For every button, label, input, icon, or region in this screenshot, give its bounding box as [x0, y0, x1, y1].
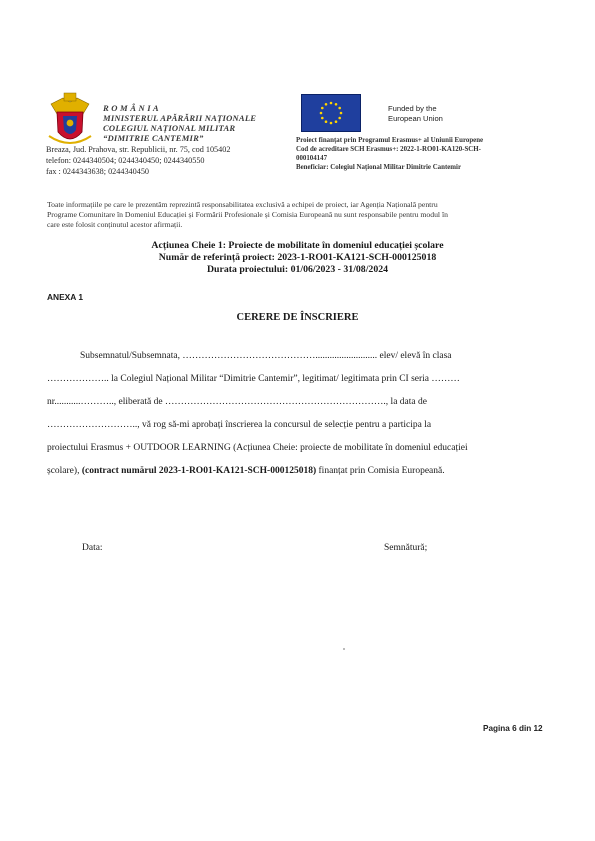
- disclaimer-line: Toate informațiile pe care le prezentăm reprezintă responsabilitatea exclusivă a echipei de proiect, iar Agenția Națională pentru: [47, 200, 438, 209]
- body-text: școlare),: [47, 466, 82, 476]
- institution-college: COLEGIUL NAȚIONAL MILITAR: [103, 123, 236, 133]
- funded-by-label: Funded by the: [388, 104, 437, 113]
- body-line-contract: [47, 466, 445, 476]
- accreditation-code-line: Cod de acreditare SCH Erasmus+: 2022-1-RO01-KA120-SCH-: [296, 146, 481, 153]
- contract-number: (contract numărul 2023-1-RO01-KA121-SCH-000125018): [81, 466, 317, 476]
- eu-flag-icon: [301, 94, 361, 132]
- signature-label: Semnătură;: [384, 543, 428, 553]
- body-line: ……………………….., vă rog să-mi aprobați înscrierea la concursul de selecție pentru a participa la: [47, 420, 432, 430]
- beneficiary-line: Beneficiar: Colegiul Național Militar Dimitrie Cantemir: [296, 164, 462, 171]
- accreditation-code-cont: 000104147: [296, 155, 328, 162]
- european-union-label: European Union: [388, 114, 443, 123]
- body-line: proiectului Erasmus + OUTDOOR LEARNING (Acțiunea Cheie: proiecte de mobilitate în domeniul educației: [47, 443, 468, 453]
- stray-mark: [343, 648, 345, 650]
- body-line: Subsemnatul/Subsemnata, …………………………………….......................... elev/ elevă în clasa: [80, 351, 452, 361]
- project-duration: Durata proiectului: 01/06/2023 - 31/08/2024: [206, 264, 389, 275]
- body-line: nr...........……….., eliberată de ……………………………………………………………., la data de: [47, 397, 427, 407]
- disclaimer-line: Programe Comunitare în Domeniul Educației și Formării Profesionale și Comisia Europeană nu sunt responsabile pentru modul în: [47, 210, 448, 219]
- form-title: CERERE DE ÎNSCRIERE: [236, 312, 359, 323]
- disclaimer-line: care este folosit conținutul acestor afirmații.: [47, 220, 183, 229]
- institution-country: R O M Â N I A: [103, 103, 159, 113]
- coat-of-arms-icon: [47, 92, 93, 148]
- institution-name: “DIMITRIE CANTEMIR”: [103, 133, 204, 143]
- address-line: Breaza, Jud. Prahova, str. Republicii, nr. 75, cod 105402: [46, 145, 231, 154]
- fax-line: fax : 0244343638; 0244340450: [46, 167, 150, 176]
- key-action-title: Acțiunea Cheie 1: Proiecte de mobilitate în domeniul educației școlare: [151, 240, 444, 251]
- page-number: Pagina 6 din 12: [483, 724, 543, 733]
- body-text: finanțat prin Comisia Europeană.: [316, 466, 445, 476]
- project-funding-line: Proiect finanțat prin Programul Erasmus+ al Uniunii Europene: [296, 137, 484, 144]
- body-line: ……………….. la Colegiul Național Militar “Dimitrie Cantemir”, legitimat/ legitimata prin CI seria ………: [47, 374, 460, 384]
- institution-ministry: MINISTERUL APĂRĂRII NAȚIONALE: [103, 113, 257, 123]
- reference-number: Număr de referință proiect: 2023-1-RO01-KA121-SCH-000125018: [158, 252, 437, 263]
- annex-label: ANEXA 1: [47, 292, 83, 302]
- date-label: Data:: [82, 543, 103, 553]
- phone-line: telefon: 0244340504; 0244340450; 0244340550: [46, 156, 205, 165]
